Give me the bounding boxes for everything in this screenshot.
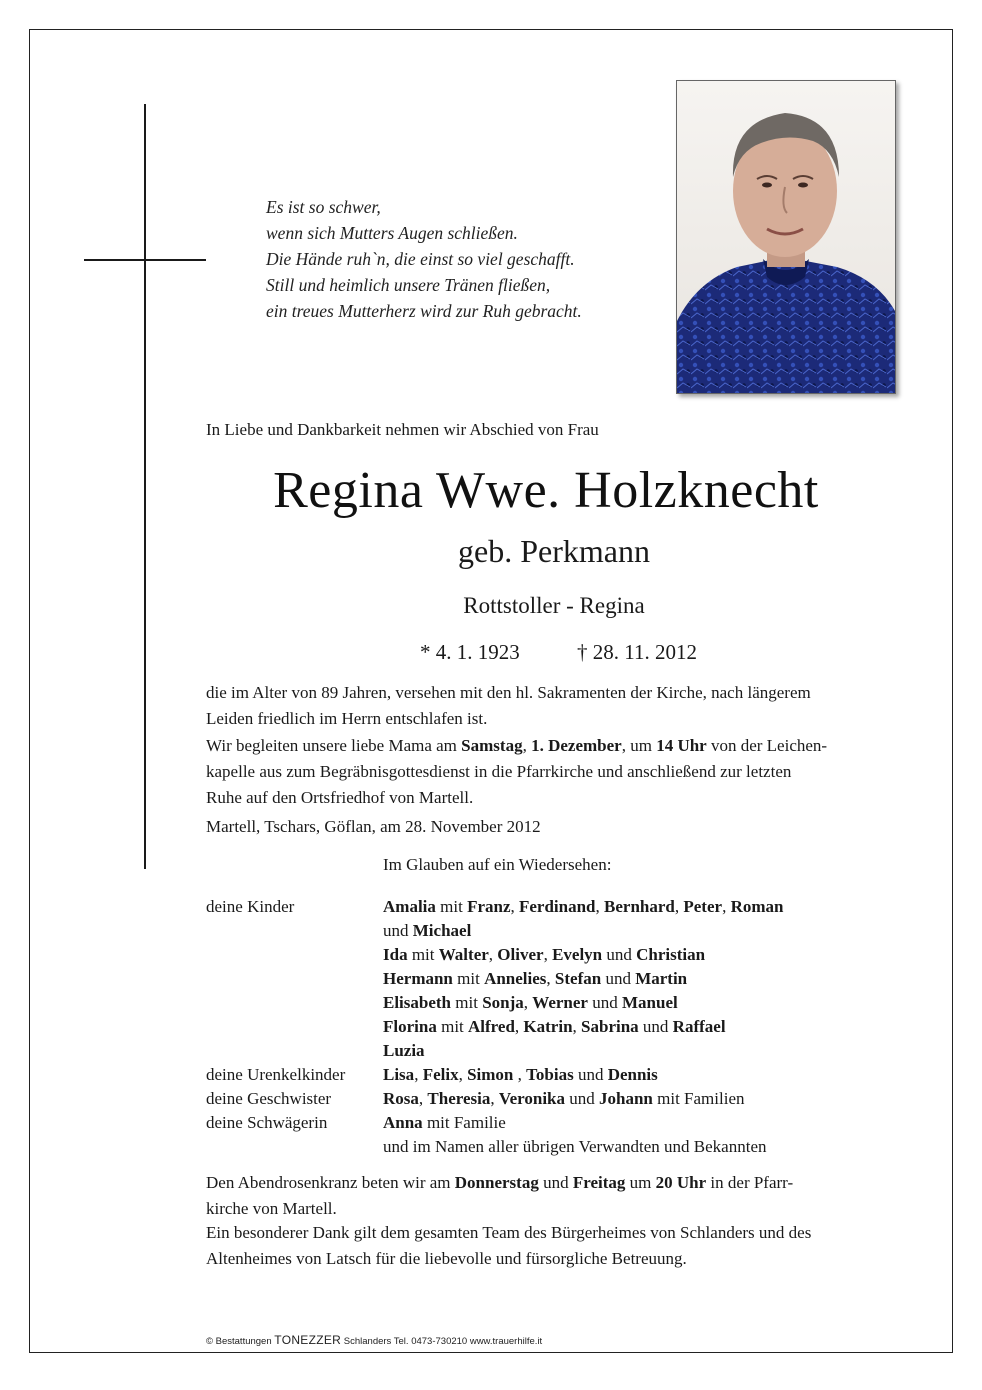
cross-icon-horizontal <box>84 259 206 261</box>
maiden-name-text: geb. Perkmann <box>458 533 650 569</box>
poem <box>266 194 582 324</box>
poem-line: Es ist so schwer, <box>266 197 381 217</box>
paragraph-funeral <box>206 733 906 811</box>
family-names: Florina mit Alfred, Katrin, Sabrina und Raffael <box>383 1017 726 1036</box>
place-date: Martell, Tschars, Göflan, am 28. November 2012 <box>206 817 541 836</box>
poem-line: ein treues Mutterherz wird zur Ruh gebracht. <box>266 301 582 321</box>
paragraph-line: Den Abendrosenkranz beten wir am Donnerstag und Freitag um 20 Uhr in der Pfarr- <box>206 1173 794 1192</box>
footer-imprint: © Bestattungen TONEZZER Schlanders Tel. 0473-730210 www.trauerhilfe.it <box>206 1333 543 1347</box>
family-names: Lisa, Felix, Simon , Tobias und Dennis <box>383 1065 658 1084</box>
paragraph-thanks <box>206 1220 906 1272</box>
birth-date: * 4. 1. 1923 <box>420 640 520 664</box>
poem-line: wenn sich Mutters Augen schließen. <box>266 223 518 243</box>
family-label-schwaegerin: deine Schwägerin <box>206 1113 328 1132</box>
deceased-name-text: Regina Wwe. Holzknecht <box>273 462 819 519</box>
portrait-photo <box>676 80 896 394</box>
paragraph-line: Wir begleiten unsere liebe Mama am Samstag, 1. Dezember, um 14 Uhr von der Leichen- <box>206 736 828 755</box>
poem-line: Die Hände ruh`n, die einst so viel geschafft. <box>266 249 575 269</box>
paragraph-passing <box>206 680 906 732</box>
family-label-geschwister: deine Geschwister <box>206 1089 332 1108</box>
family-names-others: und im Namen aller übrigen Verwandten und Bekannten <box>383 1137 767 1156</box>
paragraph-rosary <box>206 1170 906 1222</box>
paragraph-line: Altenheimes von Latsch für die liebevolle und fürsorgliche Betreuung. <box>206 1249 687 1268</box>
family-names: Ida mit Walter, Oliver, Evelyn und Christian <box>383 945 706 964</box>
poem-line: Still und heimlich unsere Tränen fließen, <box>266 275 551 295</box>
maiden-name <box>0 533 982 570</box>
house-name-text: Rottstoller - Regina <box>463 593 645 618</box>
funeral-home-brand: TONEZZER <box>274 1333 342 1347</box>
paragraph-line: kapelle aus zum Begräbnisgottesdienst in die Pfarrkirche und anschließend zur letzten <box>206 762 792 781</box>
family-names: Elisabeth mit Sonja, Werner und Manuel <box>383 993 678 1012</box>
family-names: Anna mit Familie <box>383 1113 506 1132</box>
paragraph-line: Leiden friedlich im Herrn entschlafen ist. <box>206 709 488 728</box>
family-names: Rosa, Theresia, Veronika und Johann mit Familien <box>383 1089 745 1108</box>
deceased-name <box>0 456 982 526</box>
family-label-urenkel: deine Urenkelkinder <box>206 1065 346 1084</box>
family-names: Amalia mit Franz, Ferdinand, Bernhard, Peter, Roman <box>383 897 784 916</box>
house-name <box>0 593 982 619</box>
family-names: und Michael <box>383 921 472 940</box>
death-date: † 28. 11. 2012 <box>577 640 697 664</box>
family-names: Hermann mit Annelies, Stefan und Martin <box>383 969 688 988</box>
family-names: Luzia <box>383 1041 425 1060</box>
paragraph-line: die im Alter von 89 Jahren, versehen mit den hl. Sakramenten der Kirche, nach längerem <box>206 683 811 702</box>
paragraph-line: kirche von Martell. <box>206 1199 337 1218</box>
faith-line: Im Glauben auf ein Wiedersehen: <box>383 855 612 874</box>
paragraph-line: Ruhe auf den Ortsfriedhof von Martell. <box>206 788 474 807</box>
paragraph-line: Ein besonderer Dank gilt dem gesamten Team des Bürgerheimes von Schlanders und des <box>206 1223 812 1242</box>
family-label-kinder: deine Kinder <box>206 897 295 916</box>
portrait-image <box>677 81 895 393</box>
intro-text: In Liebe und Dankbarkeit nehmen wir Abschied von Frau <box>206 420 599 439</box>
